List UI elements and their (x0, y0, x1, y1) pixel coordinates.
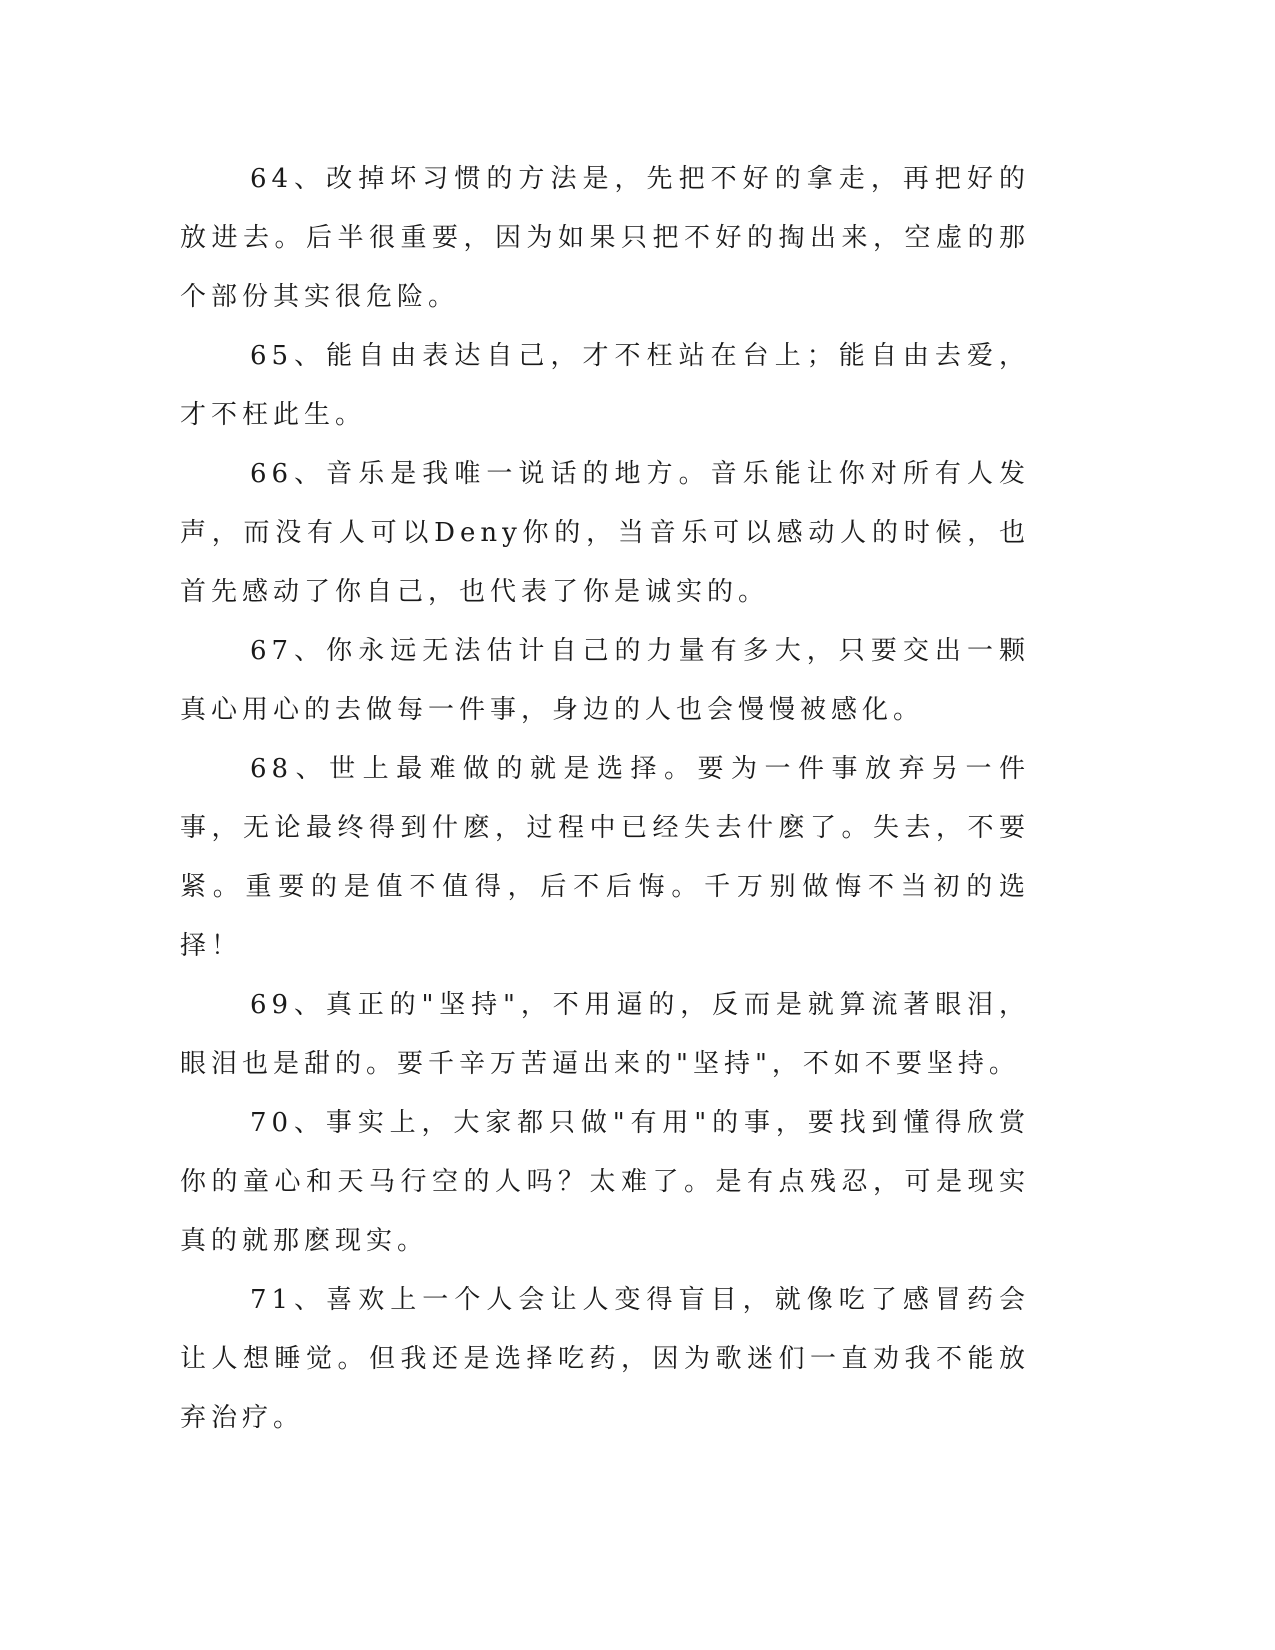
paragraph-67: 67、你永远无法估计自己的力量有多大，只要交出一颗真心用心的去做每一件事，身边的人也会慢慢被感化。 (180, 636, 1030, 725)
document-body (180, 150, 1030, 1448)
paragraph-66: 66、音乐是我唯一说话的地方。音乐能让你对所有人发声，而没有人可以Deny你的，当音乐可以感动人的时候，也首先感动了你自己，也代表了你是诚实的。 (180, 459, 1030, 607)
paragraph-64: 64、改掉坏习惯的方法是，先把不好的拿走，再把好的放进去。后半很重要，因为如果只把不好的掏出来，空虚的那个部份其实很危险。 (180, 164, 1030, 312)
paragraph-71: 71、喜欢上一个人会让人变得盲目，就像吃了感冒药会让人想睡觉。但我还是选择吃药，因为歌迷们一直劝我不能放弃治疗。 (180, 1285, 1030, 1433)
paragraph-65: 65、能自由表达自己，才不枉站在台上；能自由去爱，才不枉此生。 (180, 341, 1030, 430)
paragraph-70: 70、事实上，大家都只做"有用"的事，要找到懂得欣赏你的童心和天马行空的人吗？太难了。是有点残忍，可是现实真的就那麽现实。 (180, 1108, 1030, 1256)
paragraph-69: 69、真正的"坚持"，不用逼的，反而是就算流著眼泪，眼泪也是甜的。要千辛万苦逼出来的"坚持"，不如不要坚持。 (180, 990, 1030, 1079)
paragraph-68: 68、世上最难做的就是选择。要为一件事放弃另一件事，无论最终得到什麽，过程中已经失去什麽了。失去，不要紧。重要的是值不值得，后不后悔。千万别做悔不当初的选择！ (180, 754, 1030, 961)
